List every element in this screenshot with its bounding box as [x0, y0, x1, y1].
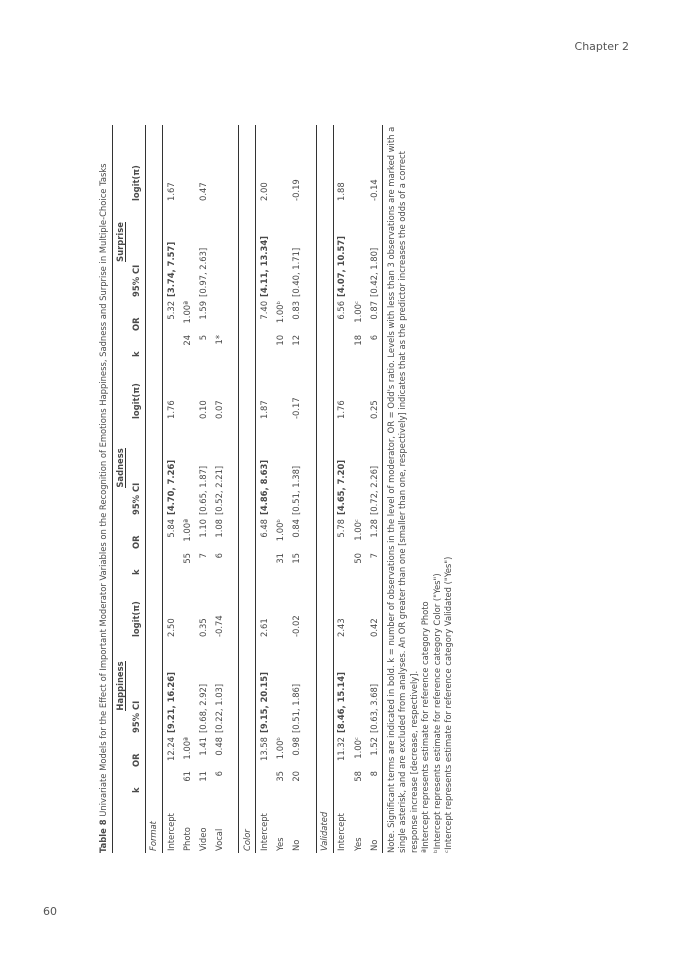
table-cell: [0.52, 2.21]	[213, 465, 224, 515]
table-cell: [0.68, 2.92]	[197, 683, 208, 733]
table-cell: 2.00	[259, 182, 270, 201]
section-header	[145, 125, 162, 853]
table-cell: 7	[366, 551, 383, 577]
table-caption	[98, 125, 109, 853]
results-table	[112, 125, 383, 853]
table-cell	[256, 333, 273, 359]
table-cell: 0.83	[291, 300, 302, 320]
row-label: Video	[197, 827, 208, 851]
table-cell: 0.42	[366, 577, 383, 639]
table-cell: [9.15, 20.15]	[259, 672, 270, 733]
table-cell: [4.70, 7.26]	[165, 459, 176, 515]
table-cell	[179, 421, 195, 517]
table-cell	[211, 299, 227, 333]
table-row	[195, 125, 211, 853]
table-cell	[350, 639, 366, 735]
table-cell: [0.72, 2.26]	[366, 421, 383, 517]
table-cell: 13.58	[259, 737, 270, 761]
column-header: logit(π)	[129, 359, 146, 421]
table-cell: 12	[291, 334, 302, 346]
table-row	[256, 125, 273, 853]
table-cell: 58	[352, 771, 363, 782]
column-header: 95% CI	[129, 203, 146, 299]
table-cell: 0.35	[197, 618, 208, 637]
table-cell: 10	[275, 334, 286, 346]
table-cell: 1.59	[197, 300, 208, 320]
table-cell: -0.74	[213, 615, 224, 637]
note-c: ᶜIntercept represents estimate for reference category Validated ("Yes")	[443, 556, 454, 853]
table-cell: 0.48	[213, 737, 224, 756]
note-main: Note. Significant terms are indicated in bold. k = number of observations in the level of moderator, OR = Odd's ratio. Levels with less than 3 observations are marked with a single asterisk, and are excluded from analyses. An OR greater than one [smaller than one, respectively] indicates that as the predictor increases the odds of a correct response increase [decrease, respectively].	[385, 126, 419, 853]
table-cell: 15	[291, 552, 302, 564]
table-cell: 6	[213, 552, 224, 559]
table-cell: 1.76	[165, 400, 176, 419]
table-cell: [0.51, 1.38]	[291, 465, 302, 515]
column-header: k	[129, 551, 146, 577]
row-label: Yes	[352, 837, 363, 851]
group-header-happiness: Happiness	[112, 577, 129, 795]
table-row	[179, 125, 195, 853]
table-cell: [4.65, 7.20]	[336, 459, 347, 515]
table-cell: 11	[197, 771, 208, 782]
page-number: 60	[43, 905, 57, 918]
table-cell: 1.00ª	[181, 300, 192, 324]
row-label: No	[366, 795, 383, 853]
row-label: Intercept	[336, 813, 347, 851]
table-cell: 1*	[213, 334, 224, 345]
table-cell: 1.87	[259, 400, 270, 419]
table-cell	[179, 639, 195, 735]
table-cell: 1.00ᵇ	[275, 737, 286, 760]
table-cell	[350, 421, 366, 517]
table-cell	[179, 359, 195, 421]
table-cell: 61	[181, 771, 192, 782]
table-title: Univariate Models for the Effect of Important Moderator Variables on the Recognition of Emotions Happiness, Sadness and Surprise in Multiple-Choice Tasks	[98, 163, 108, 817]
group-header-surprise: Surprise	[112, 125, 129, 359]
table-cell: [3.74, 7.57]	[165, 241, 176, 297]
table-cell: 1.67	[165, 182, 176, 201]
table-cell	[272, 125, 288, 203]
table-cell	[162, 333, 179, 359]
table-cell: 20	[291, 771, 302, 782]
table-cell	[179, 577, 195, 639]
section-title: Color	[239, 125, 256, 853]
table-cell: [0.65, 1.87]	[197, 465, 208, 515]
table-cell: [0.22, 1.03]	[213, 683, 224, 733]
table-cell: 1.76	[336, 400, 347, 419]
table-cell: [0.63, 3.68]	[366, 639, 383, 735]
table-cell: [0.51, 1.86]	[291, 683, 302, 733]
table-head	[112, 125, 145, 853]
table-cell: 0.07	[213, 400, 224, 419]
table-cell	[162, 551, 179, 577]
table-row	[272, 125, 288, 853]
table-cell: [4.07, 10.57]	[336, 236, 347, 297]
section-title: Validated	[316, 125, 333, 853]
table-row	[350, 125, 366, 853]
table-cell: 2.50	[165, 618, 176, 637]
table-cell: 7	[197, 552, 208, 559]
table-cell: -0.02	[291, 615, 302, 637]
table-cell	[272, 639, 288, 735]
table-cell: 24	[181, 334, 192, 346]
table-cell: 1.08	[213, 518, 224, 538]
row-label: No	[291, 839, 302, 851]
table-cell: 50	[352, 552, 363, 564]
table-cell: 1.52	[366, 735, 383, 769]
table-body	[145, 125, 382, 853]
table-cell: 1.00ᵇ	[275, 518, 286, 542]
table-cell: 5.78	[336, 518, 347, 538]
chapter-header: Chapter 2	[574, 40, 629, 53]
table-cell	[272, 203, 288, 299]
table-cell	[272, 577, 288, 639]
table-cell: 0.47	[197, 182, 208, 201]
table-cell	[272, 359, 288, 421]
table-cell	[211, 125, 227, 203]
table-cell: 1.00ª	[181, 518, 192, 542]
table-cell: 5	[197, 334, 208, 341]
column-header: 95% CI	[129, 639, 146, 735]
table-cell: 0.98	[291, 737, 302, 756]
table-cell: 1.41	[197, 737, 208, 756]
column-header: OR	[129, 517, 146, 551]
table-cell: 6.56	[336, 300, 347, 320]
table-row	[366, 125, 383, 853]
table-cell: -0.19	[291, 179, 302, 201]
column-header: logit(π)	[129, 577, 146, 639]
table-row	[333, 125, 350, 853]
table-cell: 0.84	[291, 518, 302, 538]
column-header-row	[129, 125, 146, 853]
table-row	[211, 125, 227, 853]
table-cell: [0.97, 2.63]	[197, 247, 208, 297]
table-cell	[350, 203, 366, 299]
row-label: Vocal	[213, 828, 224, 851]
table-row	[288, 125, 304, 853]
section-title: Format	[145, 125, 162, 853]
table-cell	[211, 203, 227, 299]
row-label: Intercept	[165, 813, 176, 851]
rotated-table-block	[98, 125, 480, 853]
table-cell: [4.11, 13.34]	[259, 236, 270, 297]
table-cell: 1.00ᶜ	[352, 737, 363, 759]
row-label: Yes	[275, 837, 286, 851]
table-cell: [4.86, 8.63]	[259, 459, 270, 515]
table-cell: 0.25	[366, 359, 383, 421]
group-header-sadness: Sadness	[112, 359, 129, 577]
table-cell: 0.10	[197, 400, 208, 419]
table-cell: 5.84	[165, 518, 176, 538]
table-cell: 1.00ᶜ	[352, 300, 363, 323]
column-header: 95% CI	[129, 421, 146, 517]
table-notes	[386, 125, 455, 853]
table-cell	[256, 769, 273, 795]
table-cell	[350, 125, 366, 203]
table-cell: [0.42, 1.80]	[366, 203, 383, 299]
table-cell	[350, 577, 366, 639]
table-cell	[333, 333, 350, 359]
table-cell: 1.00ᶜ	[352, 518, 363, 541]
table-cell: 18	[352, 334, 363, 346]
table-cell: 12.24	[165, 737, 176, 761]
table-cell: 55	[181, 552, 192, 564]
note-b: ᵇIntercept represents estimate for reference category Color ("Yes")	[431, 573, 442, 853]
table-cell	[256, 551, 273, 577]
table-cell	[162, 769, 179, 795]
table-cell	[333, 551, 350, 577]
table-cell: -0.14	[366, 125, 383, 203]
table-cell: 1.10	[197, 518, 208, 538]
table-cell	[179, 125, 195, 203]
section-header	[239, 125, 256, 853]
table-label: Table 8	[98, 819, 108, 853]
table-cell	[179, 203, 195, 299]
table-cell	[333, 769, 350, 795]
table-cell: [0.40, 1.71]	[291, 247, 302, 297]
table-cell: [9.21, 16.26]	[165, 672, 176, 733]
table-cell: 1.28	[366, 517, 383, 551]
table-cell: 8	[366, 769, 383, 795]
table-row	[162, 125, 179, 853]
note-a: ªIntercept represents estimate for reference category Photo	[420, 601, 431, 853]
table-cell: 1.00ª	[181, 737, 192, 760]
table-cell: 7.40	[259, 300, 270, 320]
column-header: k	[129, 769, 146, 795]
table-cell: 1.00ᵇ	[275, 300, 286, 324]
table-cell: 11.32	[336, 737, 347, 761]
table-cell: -0.17	[291, 397, 302, 419]
table-cell	[272, 421, 288, 517]
row-label: Photo	[181, 827, 192, 851]
table-cell: [8.46, 15.14]	[336, 672, 347, 733]
column-header: k	[129, 333, 146, 359]
table-cell: 6	[366, 333, 383, 359]
table-cell: 5.32	[165, 300, 176, 320]
table-cell: 6	[213, 771, 224, 777]
table-cell: 6.48	[259, 518, 270, 538]
table-cell	[350, 359, 366, 421]
table-cell: 1.88	[336, 182, 347, 201]
column-header: OR	[129, 735, 146, 769]
section-header	[316, 125, 333, 853]
table-cell: 31	[275, 552, 286, 564]
table-cell: 2.43	[336, 618, 347, 637]
row-label: Intercept	[259, 813, 270, 851]
column-header: logit(π)	[129, 125, 146, 203]
table-cell: 2.61	[259, 618, 270, 637]
table-cell: 35	[275, 771, 286, 782]
table-cell: 0.87	[366, 299, 383, 333]
column-header: OR	[129, 299, 146, 333]
